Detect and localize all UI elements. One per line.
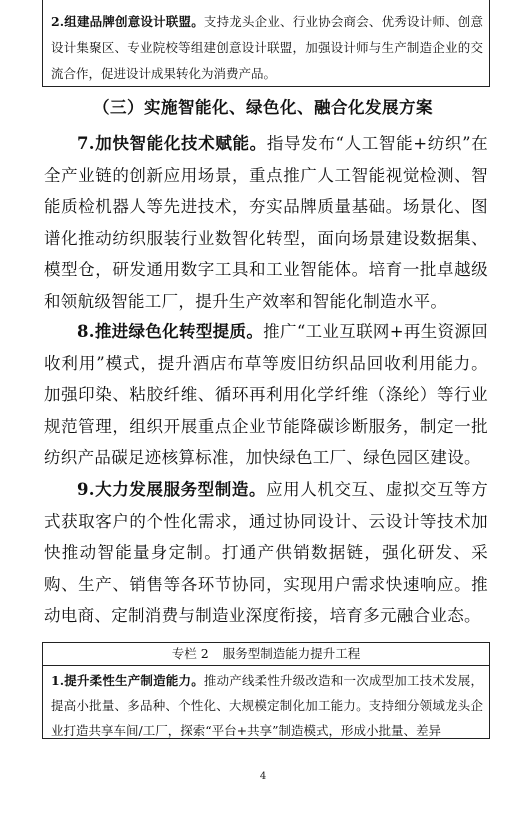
paragraph-8 bbox=[44, 316, 488, 474]
page-number: 4 bbox=[259, 771, 267, 782]
paragraph-7 bbox=[44, 128, 488, 317]
paragraph-text: 指导发布“人工智能+纺织”在全产业链的创新应用场景，重点推广人工智能视觉检测、智能质检机器人等先进技术，夯实品牌质量基础。场景化、图谱化推动纺织服装行业数智化转型，面向场景建设数据集、模型仓，研发通用数字工具和工业智能体。培育一批卓越级和领航级智能工厂，提升生产效率和智能化制造水平。 bbox=[44, 134, 488, 311]
paragraph-lead: 7.加快智能化技术赋能。 bbox=[77, 134, 267, 153]
column-label: 专栏 2 bbox=[171, 646, 209, 661]
callout-box-top bbox=[42, 0, 490, 87]
callout-item-lead: 2.组建品牌创意设计联盟。 bbox=[51, 14, 204, 29]
column-item-lead: 1.提升柔性生产制造能力。 bbox=[51, 673, 204, 688]
callout-box-column-2 bbox=[42, 642, 490, 739]
paragraph-text: 推广“工业互联网+再生资源回收利用”模式，提升酒店布草等废旧纺织品回收利用能力。加强印染、粘胶纤维、循环再利用化学纤维（涤纶）等行业规范管理，组织开展重点企业节能降碳诊断服务，制定一批纺织产品碳足迹核算标准，加快绿色工厂、绿色园区建设。 bbox=[44, 322, 488, 467]
paragraph-text: 应用人机交互、虚拟交互等方式获取客户的个性化需求，通过协同设计、云设计等技术加快推动智能量身定制。打通产供销数据链，强化研发、采购、生产、销售等各环节协同，实现用户需求快速响应。推动电商、定制消费与制造业深度衔接，培育多元融合业态。 bbox=[44, 480, 488, 625]
paragraph-lead: 8.推进绿色化转型提质。 bbox=[77, 322, 264, 341]
paragraph-9 bbox=[44, 474, 488, 632]
column-title: 服务型制造能力提升工程 bbox=[222, 646, 361, 661]
column-body bbox=[43, 666, 489, 743]
column-item-text: 推动产线柔性升级改造和一次成型加工技术发展，提高小批量、多品种、个性化、大规模定制化加工能力。支持细分领域龙头企业打造共享车间/工厂，探索“平台+共享”制造模式，形成小批量、差异 bbox=[51, 673, 483, 738]
paragraph-lead: 9.大力发展服务型制造。 bbox=[77, 480, 267, 499]
section-heading: （三）实施智能化、绿色化、融合化发展方案 bbox=[93, 98, 433, 117]
column-title-bar bbox=[43, 643, 489, 666]
callout-item-text: 支持龙头企业、行业协会商会、优秀设计师、创意设计集聚区、专业院校等组建创意设计联盟，加强设计师与生产制造企业的交流合作，促进设计成果转化为消费产品。 bbox=[51, 14, 483, 81]
